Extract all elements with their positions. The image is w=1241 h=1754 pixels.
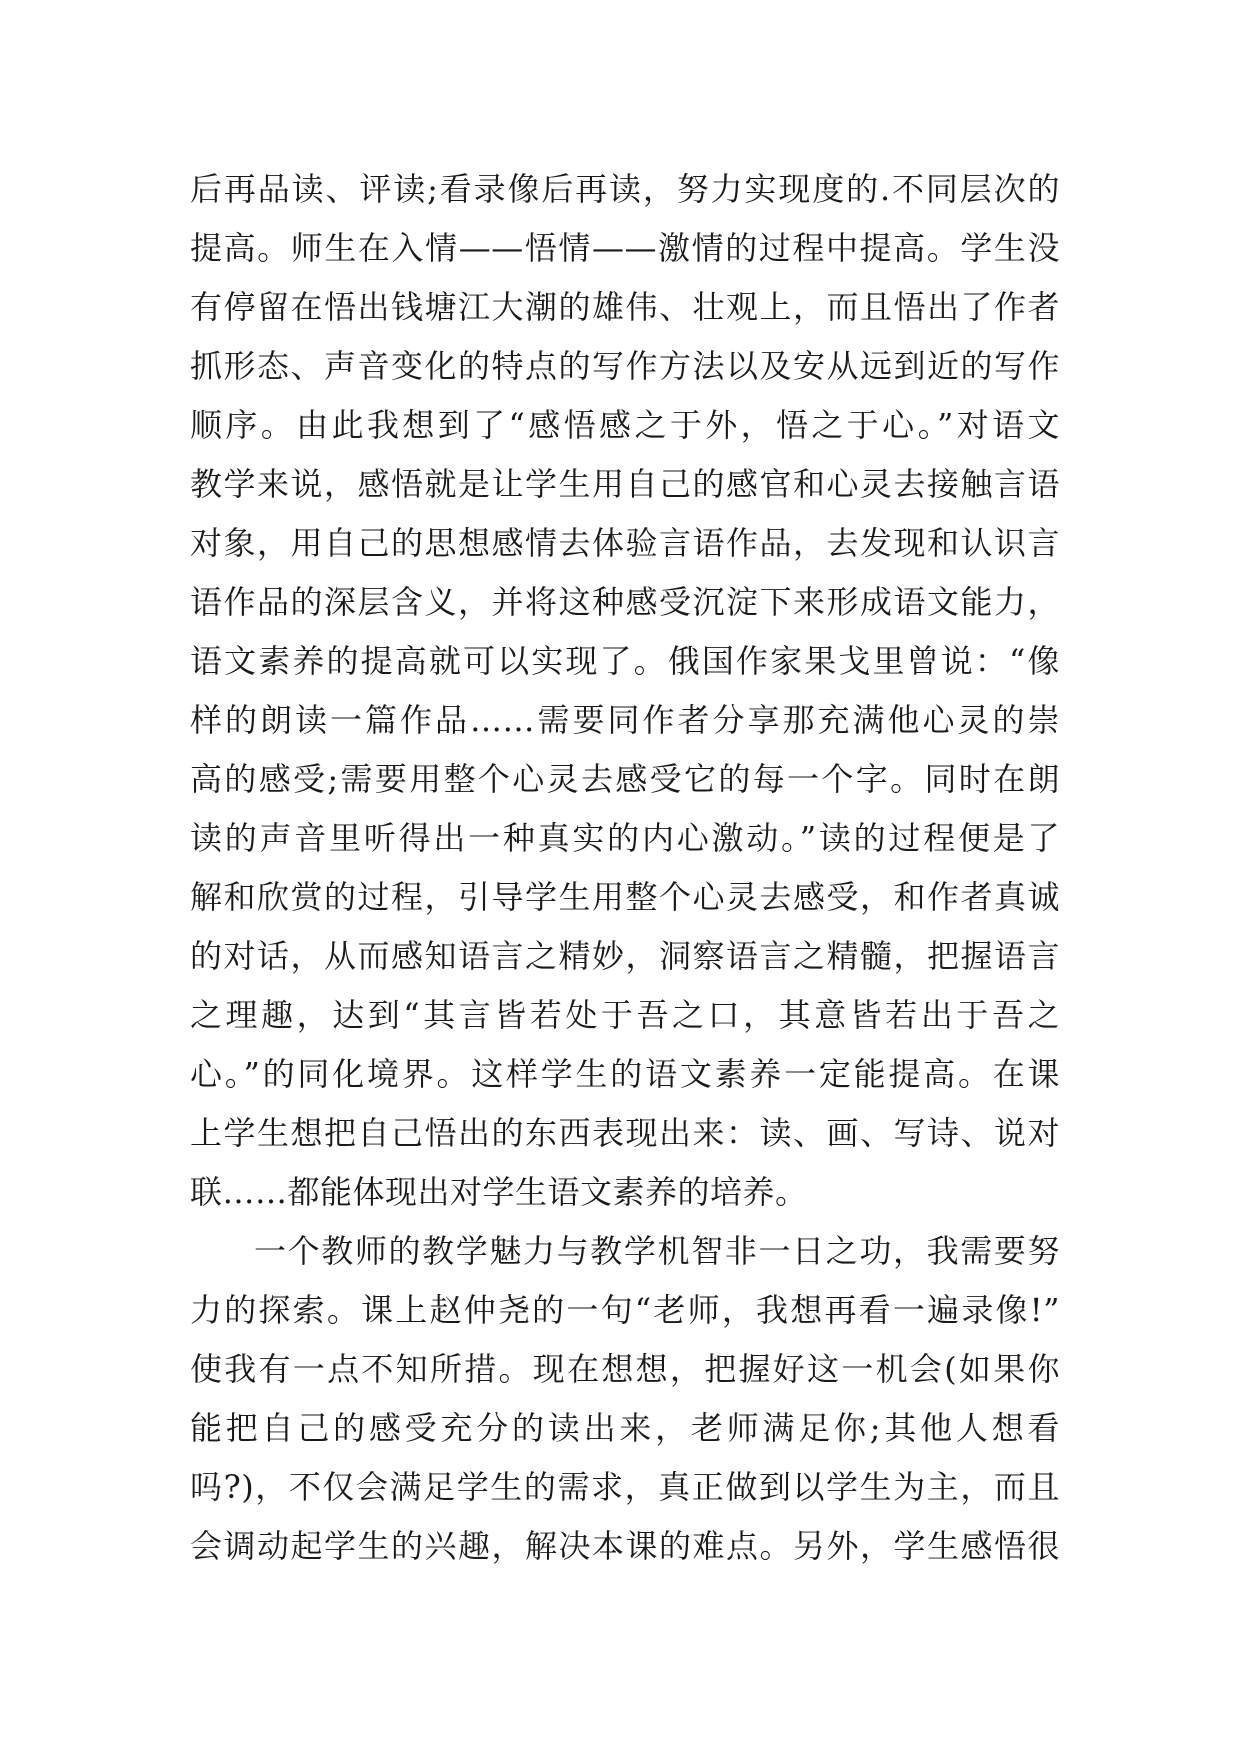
text-line: 读的声音里听得出一种真实的内心激动。”读的过程便是了 <box>190 819 1060 857</box>
text-line: 解和欣赏的过程，引导学生用整个心灵去感受，和作者真诚 <box>190 878 1060 916</box>
text-line: 提高。师生在入情——悟情——激情的过程中提高。学生没 <box>190 229 1060 267</box>
text-line: 有停留在悟出钱塘江大潮的雄伟、壮观上，而且悟出了作者 <box>190 288 1060 326</box>
text-line: 的对话，从而感知语言之精妙，洞察语言之精髓，把握语言 <box>190 937 1060 975</box>
text-line: 后再品读、评读;看录像后再读，努力实现度的.不同层次的 <box>190 170 1060 208</box>
text-line: 样的朗读一篇作品……需要同作者分享那充满他心灵的崇 <box>190 701 1060 739</box>
text-line: 对象，用自己的思想感情去体验言语作品，去发现和认识言 <box>190 524 1060 562</box>
text-line: 一个教师的教学魅力与教学机智非一日之功，我需要努 <box>254 1232 1060 1270</box>
text-line: 教学来说，感悟就是让学生用自己的感官和心灵去接触言语 <box>190 465 1060 503</box>
text-line: 力的探索。课上赵仲尧的一句“老师，我想再看一遍录像!” <box>190 1291 1060 1329</box>
text-line: 使我有一点不知所措。现在想想，把握好这一机会(如果你 <box>190 1350 1060 1388</box>
body-text <box>190 160 1060 1576</box>
text-line: 语作品的深层含义，并将这种感受沉淀下来形成语文能力， <box>190 583 1060 621</box>
text-line: 语文素养的提高就可以实现了。俄国作家果戈里曾说：“像 <box>190 642 1060 680</box>
text-line: 之理趣，达到“其言皆若处于吾之口，其意皆若出于吾之 <box>190 996 1060 1034</box>
text-line: 上学生想把自己悟出的东西表现出来：读、画、写诗、说对 <box>190 1114 1060 1152</box>
text-line: 心。”的同化境界。这样学生的语文素养一定能提高。在课 <box>190 1055 1060 1093</box>
text-line: 能把自己的感受充分的读出来，老师满足你;其他人想看 <box>190 1409 1060 1447</box>
paragraph-1 <box>190 160 1060 1222</box>
text-line: 会调动起学生的兴趣，解决本课的难点。另外，学生感悟很 <box>190 1527 1060 1565</box>
text-line: 顺序。由此我想到了“感悟感之于外，悟之于心。”对语文 <box>190 406 1060 444</box>
paragraph-2 <box>190 1222 1060 1576</box>
text-line: 抓形态、声音变化的特点的写作方法以及安从远到近的写作 <box>190 347 1060 385</box>
text-line: 高的感受;需要用整个心灵去感受它的每一个字。同时在朗 <box>190 760 1060 798</box>
text-line: 联……都能体现出对学生语文素养的培养。 <box>190 1173 808 1211</box>
text-line: 吗?)，不仅会满足学生的需求，真正做到以学生为主，而且 <box>190 1468 1060 1506</box>
